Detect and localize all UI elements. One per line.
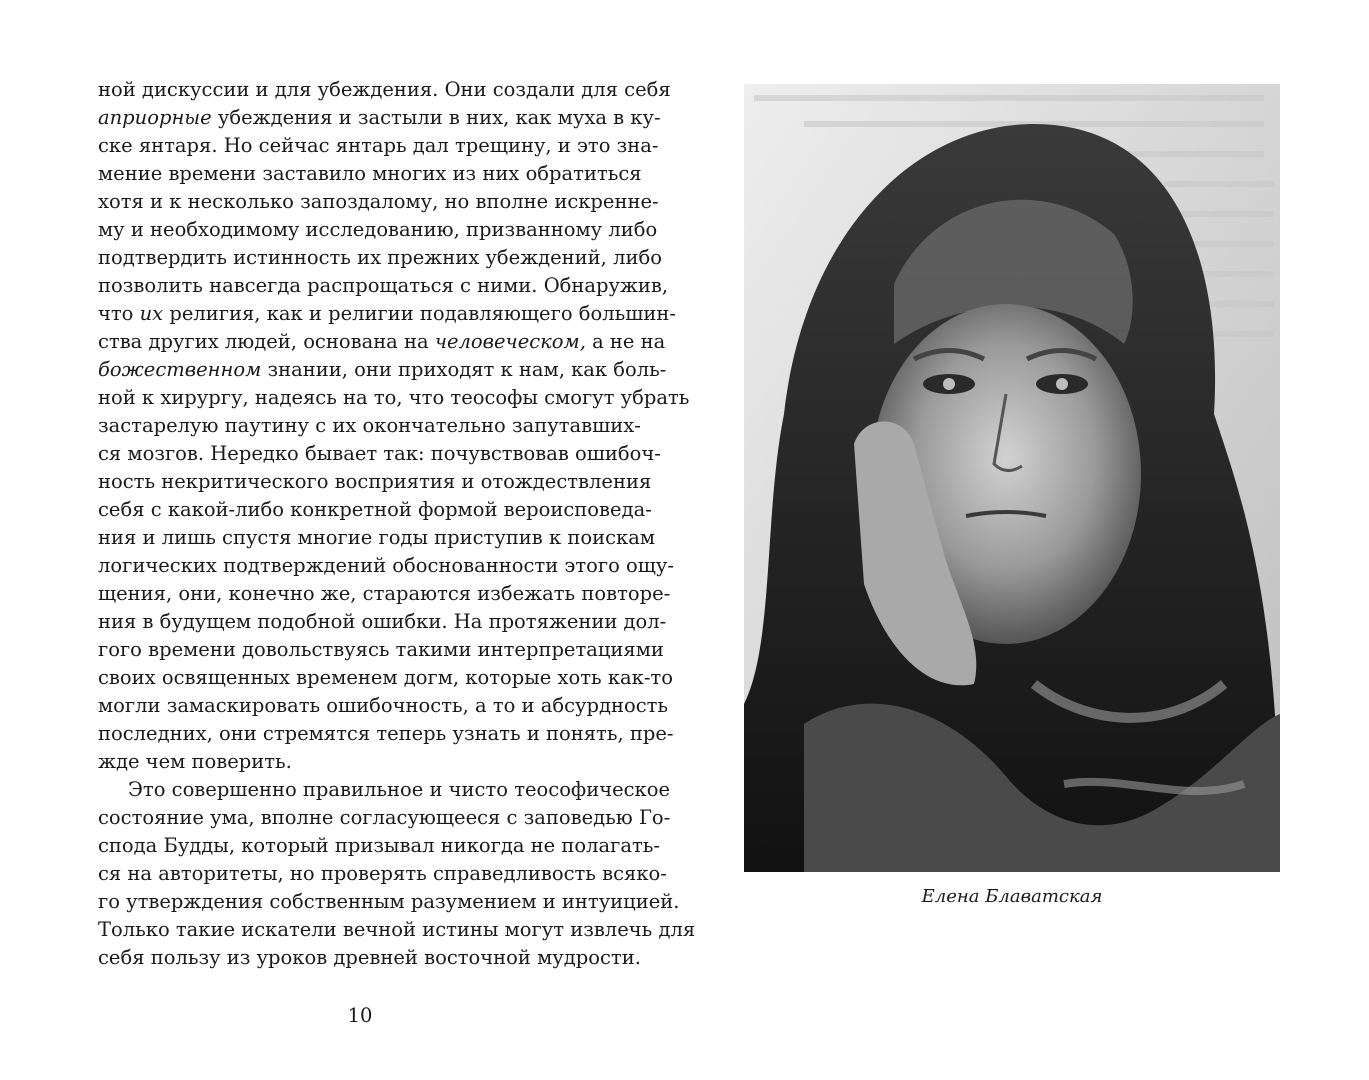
text-fragment: состояние ума, вполне согласующееся с заповедью Го- xyxy=(98,806,671,829)
text-fragment: го утверждения собственным разумением и интуицией. xyxy=(98,890,680,913)
text-line xyxy=(98,412,641,440)
text-fragment: Только такие искатели вечной истины могут извлечь для xyxy=(98,918,696,941)
text-line xyxy=(98,804,671,832)
text-fragment: ния в будущем подобной ошибки. На протяжении дол- xyxy=(98,610,667,633)
text-fragment: ся мозгов. Нередко бывает так: почувствовав ошибоч- xyxy=(98,442,661,465)
text-line xyxy=(98,356,667,384)
text-fragment: мение времени заставило многих из них обратиться xyxy=(98,162,642,185)
text-fragment: своих освященных временем догм, которые хоть как-то xyxy=(98,666,673,689)
text-line xyxy=(98,272,669,300)
text-line xyxy=(98,636,664,664)
text-line xyxy=(98,832,660,860)
text-fragment: что xyxy=(98,302,140,325)
text-line xyxy=(98,860,667,888)
text-fragment: позволить навсегда распрощаться с ними. Обнаружив, xyxy=(98,274,669,297)
text-fragment: а не на xyxy=(585,330,666,353)
text-fragment: убеждения и застыли в них, как муха в ку- xyxy=(211,106,661,129)
photo-caption: Елена Блаватская xyxy=(921,886,1103,907)
text-fragment: себя пользу из уроков древней восточной мудрости. xyxy=(98,946,641,969)
text-line xyxy=(98,468,652,496)
text-fragment: последних, они стремятся теперь узнать и понять, пре- xyxy=(98,722,674,745)
text-line xyxy=(98,776,671,804)
text-fragment: ства других людей, основана на xyxy=(98,330,435,353)
text-line xyxy=(98,244,662,272)
text-line xyxy=(98,608,667,636)
text-line xyxy=(98,888,680,916)
text-line xyxy=(98,748,626,776)
italic-fragment: их xyxy=(139,302,164,325)
text-line xyxy=(98,104,661,132)
text-fragment: жде чем поверить. xyxy=(98,750,292,773)
text-fragment: застарелую паутину с их окончательно запутавших- xyxy=(98,414,641,437)
text-line xyxy=(98,944,641,972)
text-fragment: ность некритического восприятия и отождествления xyxy=(98,470,652,493)
left-page-text xyxy=(98,76,696,972)
text-fragment: религия, как и религии подавляющего большин- xyxy=(163,302,676,325)
text-fragment: логических подтверждений обоснованности этого ощу- xyxy=(98,554,674,577)
text-line xyxy=(98,188,659,216)
text-fragment: Это совершенно правильное и чисто теософическое xyxy=(128,778,671,801)
page-number: 10 xyxy=(347,1004,373,1027)
text-line xyxy=(98,496,652,524)
text-line xyxy=(98,132,659,160)
text-fragment: ске янтаря. Но сейчас янтарь дал трещину, и это зна- xyxy=(98,134,659,157)
text-line xyxy=(98,580,671,608)
text-fragment: гого времени довольствуясь такими интерпретациями xyxy=(98,638,664,661)
text-fragment: подтвердить истинность их прежних убеждений, либо xyxy=(98,246,662,269)
text-line xyxy=(98,300,676,328)
text-line xyxy=(98,916,696,944)
text-fragment: ной дискуссии и для убеждения. Они создали для себя xyxy=(98,78,671,101)
italic-fragment: божественном xyxy=(98,358,262,381)
text-line xyxy=(98,160,642,188)
text-line xyxy=(98,384,690,412)
text-line xyxy=(98,692,669,720)
text-line xyxy=(98,524,656,552)
text-fragment: му и необходимому исследованию, призванному либо xyxy=(98,218,658,241)
italic-fragment: человеческом, xyxy=(434,330,586,353)
text-fragment: ния и лишь спустя многие годы приступив к поискам xyxy=(98,526,656,549)
text-fragment: хотя и к несколько запоздалому, но вполне искренне- xyxy=(98,190,659,213)
text-fragment: себя с какой-либо конкретной формой вероисповеда- xyxy=(98,498,652,521)
text-line xyxy=(98,720,674,748)
text-fragment: могли замаскировать ошибочность, а то и абсурдность xyxy=(98,694,669,717)
text-line xyxy=(98,440,661,468)
text-fragment: щения, они, конечно же, стараются избежать повторе- xyxy=(98,582,671,605)
text-line xyxy=(98,76,671,104)
text-line xyxy=(98,664,673,692)
text-fragment: ной к хирургу, надеясь на то, что теософы смогут убрать xyxy=(98,386,690,409)
portrait-photo xyxy=(744,84,1280,872)
text-fragment: ся на авторитеты, но проверять справедливость всяко- xyxy=(98,862,667,885)
italic-fragment: априорные xyxy=(98,106,212,129)
text-line xyxy=(98,552,674,580)
text-line xyxy=(98,216,658,244)
text-line xyxy=(98,328,666,356)
text-fragment: знании, они приходят к нам, как боль- xyxy=(261,358,667,381)
text-fragment: спода Будды, который призывал никогда не полагать- xyxy=(98,834,660,857)
